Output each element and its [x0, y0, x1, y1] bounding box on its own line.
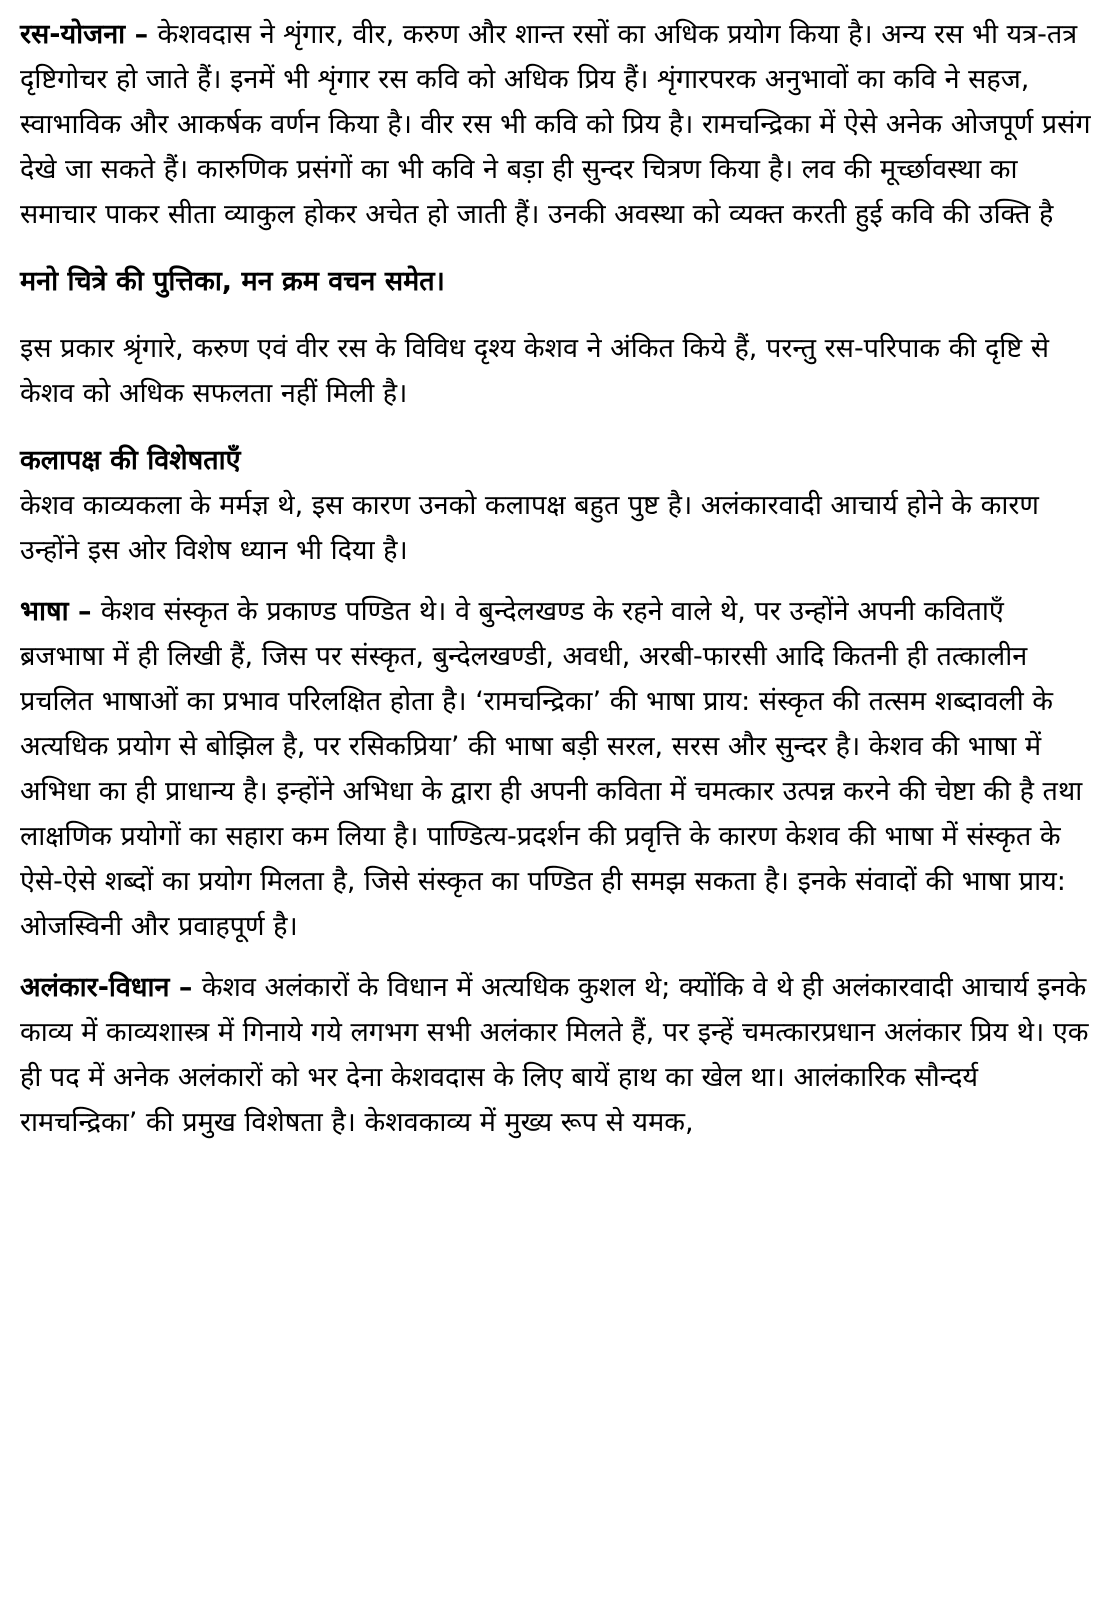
rasa-summary-paragraph: इस प्रकार श्रृंगारे, करुण एवं वीर रस के विविध दृश्य केशव ने अंकित किये हैं, परन्तु रस-परिपाक की दृष्टि से केशव को अधिक सफलता नहीं मिली है।: [20, 333, 1049, 409]
alankar-paragraph: [20, 965, 1095, 1145]
rasa-yojana-paragraph: [20, 12, 1095, 237]
bhasha-text: केशव संस्कृत के प्रकाण्ड पण्डित थे। वे बुन्देलखण्ड के रहने वाले थे, पर उन्होंने अपनी कविताएँ ब्रजभाषा में ही लिखी हैं, जिस पर संस्कृत, बुन्देलखण्डी, अवधी, अरबी-फारसी आदि कितनी ही तत्कालीन प्रचलित भाषाओं का प्रभाव परिलक्षित होता है। ‘रामचन्द्रिका’ की भाषा प्राय: संस्कृत की तत्सम शब्दावली के अत्यधिक प्रयोग से बोझिल है, पर रसिकप्रिया’ की भाषा बड़ी सरल, सरस और सुन्दर है। केशव की भाषा में अभिधा का ही प्राधान्य है। इन्होंने अभिधा के द्वारा ही अपनी कविता में चमत्कार उत्पन्न करने की चेष्टा की है तथा लाक्षणिक प्रयोगों का सहारा कम लिया है। पाण्डित्य-प्रदर्शन की प्रवृत्ति के कारण केशव की भाषा में संस्कृत के ऐसे-ऐसे शब्दों का प्रयोग मिलता है, जिसे संस्कृत का पण्डित ही समझ सकता है। इनके संवादों की भाषा प्राय: ओजस्विनी और प्रवाहपूर्ण है।: [20, 596, 1083, 942]
bhasha-paragraph: [20, 589, 1095, 949]
alankar-separator: –: [169, 972, 202, 1003]
bhasha-separator: –: [68, 596, 101, 627]
alankar-heading: अलंकार-विधान: [20, 972, 170, 1003]
rasa-yojana-text: केशवदास ने शृंगार, वीर, करुण और शान्त रसों का अधिक प्रयोग किया है। अन्य रस भी यत्र-तत्र दृष्टिगोचर हो जाते हैं। इनमें भी शृंगार रस कवि को अधिक प्रिय हैं। शृंगारपरक अनुभावों का कवि ने सहज, स्वाभाविक और आकर्षक वर्णन किया है। वीर रस भी कवि को प्रिय है। रामचन्द्रिका में ऐसे अनेक ओजपूर्ण प्रसंग देखे जा सकते हैं। कारुणिक प्रसंगों का भी कवि ने बड़ा ही सुन्दर चित्रण किया है। लव की मूर्च्छावस्था का समाचार पाकर सीता व्याकुल होकर अचेत हो जाती हैं। उनकी अवस्था को व्यक्त करती हुई कवि की उक्ति है: [20, 19, 1091, 230]
kalapaksha-paragraph: केशव काव्यकला के मर्मज्ञ थे, इस कारण उनको कलापक्ष बहुत पुष्ट है। अलंकारवादी आचार्य होने के कारण उन्होंने इस ओर विशेष ध्यान भी दिया है।: [20, 490, 1039, 566]
kalapaksha-heading: कलापक्ष की विशेषताएँ: [20, 445, 241, 476]
quoted-verse: मनो चित्रे की पुत्तिका, मन क्रम वचन समेत।: [20, 266, 445, 297]
bhasha-heading: भाषा: [20, 596, 69, 627]
rasa-yojana-separator: –: [125, 19, 158, 50]
document-page: [20, 12, 1095, 1145]
alankar-text: केशव अलंकारों के विधान में अत्यधिक कुशल थे; क्योंकि वे थे ही अलंकारवादी आचार्य इनके काव्य में काव्यशास्त्र में गिनाये गये लगभग सभी अलंकार मिलते हैं, पर इन्हें चमत्कारप्रधान अलंकार प्रिय थे। एक ही पद में अनेक अलंकारों को भर देना केशवदास के लिए बायें हाथ का खेल था। आलंकारिक सौन्दर्य रामचन्द्रिका’ की प्रमुख विशेषता है। केशवकाव्य में मुख्य रूप से यमक,: [20, 972, 1089, 1138]
rasa-yojana-heading: रस-योजना: [20, 19, 126, 50]
